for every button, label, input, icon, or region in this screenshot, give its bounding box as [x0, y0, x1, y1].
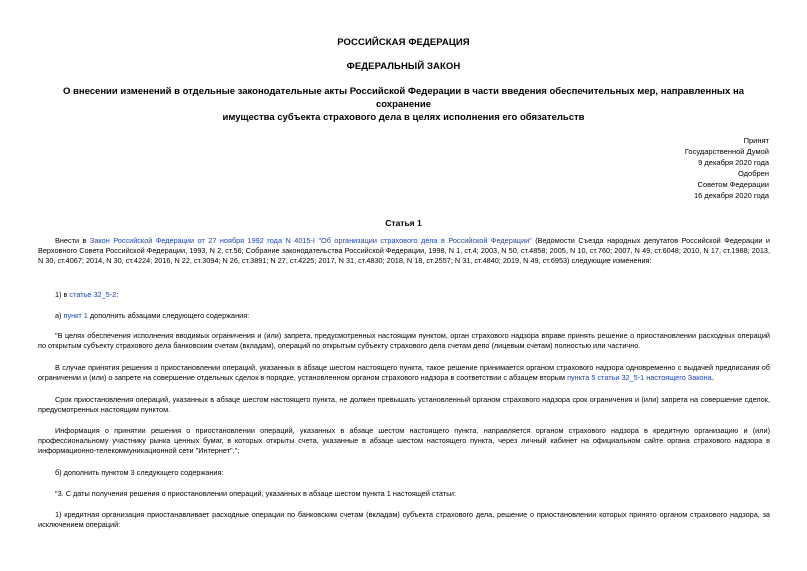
paragraph-item-a	[38, 311, 770, 321]
item-1-post: :	[116, 290, 119, 299]
accepted-label: Принят	[743, 136, 769, 145]
decision-text-pre: В случае принятия решения о приостановлении операций, указанных в абзаце шестом настоящего пункта, такое решение принимается органом страхового надзора одновременно с выдачей предписания об ограничении и (или) о запрете на совершение отдельных сделок в порядке, установленном органом страхового надзора в соответствии с абзацем вторым	[38, 363, 770, 383]
paragraph-information: Информация о принятии решения о приостановлении операций, указанных в абзаце шестом настоящего пункта, направляется органом страхового надзора в кредитную организацию и (или) профессиональному участнику рынка ценных бумаг, в которых открыты счета, указанные в абзаце шестом настоящего пункта, через личный кабинет на официальном сайте органа страхового надзора в информационно-телекоммуникационной сети "Интернет".";	[38, 426, 770, 456]
intro-text-pre: Внести в	[55, 236, 90, 245]
paragraph-security-measures: "В целях обеспечения исполнения вводимых ограничения и (или) запрета, предусмотренных настоящим пунктом, орган страхового надзора вправе принять решение о приостановлении расходных операций по открытым субъекту страхового дела банковским счетам (вкладам), операций по открытым субъекту страхового дела счетам депо (лицевым счетам) полностью или частично.	[38, 331, 770, 351]
document-type: ФЕДЕРАЛЬНЫЙ ЗАКОН	[346, 61, 461, 72]
paragraph-intro	[38, 236, 770, 267]
council-date: 16 декабря 2020 года	[693, 191, 769, 200]
council-label: Советом Федерации	[697, 180, 769, 189]
duma-date: 9 декабря 2020 года	[698, 158, 769, 167]
paragraph-point-3: "3. С даты получения решения о приостановлении операций, указанных в абзаце шестом пункта 1 настоящей статьи:	[55, 489, 456, 498]
decision-text-post: .	[711, 373, 714, 383]
paragraph-item-b: б) дополнить пунктом 3 следующего содержания:	[55, 468, 224, 477]
article-heading: Статья 1	[385, 218, 422, 228]
adoption-block	[685, 135, 769, 201]
paragraph-term: Срок приостановления операций, указанных в абзаце шестом настоящего пункта, не должен превышать установленный органом страхового надзора срок ограничения и (или) запрета на совершение сделок, предусмотренных настоящим пунктом.	[38, 395, 770, 415]
duma-label: Государственной Думой	[684, 147, 769, 156]
article-32-5-2-link[interactable]: статье 32_5-2	[69, 290, 117, 299]
paragraph-credit-org: 1) кредитная организация приостанавливает расходные операции по банковским счетам (вкладам) субъекта страхового дела, решение о приостановлении которых принято органом страхового надзора, за исключением операций:	[38, 510, 770, 530]
country-heading: РОССИЙСКАЯ ФЕДЕРАЦИЯ	[337, 37, 470, 48]
item-a-pre: а)	[55, 311, 64, 320]
item-a-post: дополнить абзацами следующего содержания:	[87, 311, 250, 320]
paragraph-decision	[38, 363, 770, 383]
law-title	[40, 85, 767, 124]
item-1-pre: 1) в	[55, 290, 70, 299]
law-title-line-2: имущества субъекта страхового дела в целях исполнения его обязательств	[222, 112, 585, 123]
approved-label: Одобрен	[738, 169, 769, 178]
paragraph-item-1	[38, 290, 770, 300]
law-title-line-1: О внесении изменений в отдельные законодательные акты Российской Федерации в части введения обеспечительных мер, направленных на сохранение	[62, 86, 744, 110]
point-5-link[interactable]: пункта 5 статьи 32_5-1 настоящего Закона	[567, 373, 712, 383]
law-link[interactable]: Закон Российской Федерации от 27 ноября 1992 года N 4015-I "Об организации страхового дела в Российской Федерации"	[89, 236, 532, 245]
point-1-link[interactable]: пункт 1	[63, 311, 88, 320]
intro-text-post: (Ведомости Съезда народных депутатов Российской Федерации и Верховного Совета Российской Федерации, 1993, N 2, ст.56; Собрание законодательства Российской Федерации, 1998, N 1, ст.4; 2003, N 50, ст.4858; 2005, N 10, ст.760; 2007, N 49, ст.6048; 2010, N 17, ст.1988; 2013, N 30, ст.4067; 2014, N 30, ст.4224; 2016, N 22, ст.3094; N 26, ст.3891; N 27, ст.4225; 2017, N 31, ст.4830; 2018, N 18, ст.2557; N 31, ст.4840; 2019, N 49, ст.6953) следующие изменения:	[38, 236, 770, 266]
